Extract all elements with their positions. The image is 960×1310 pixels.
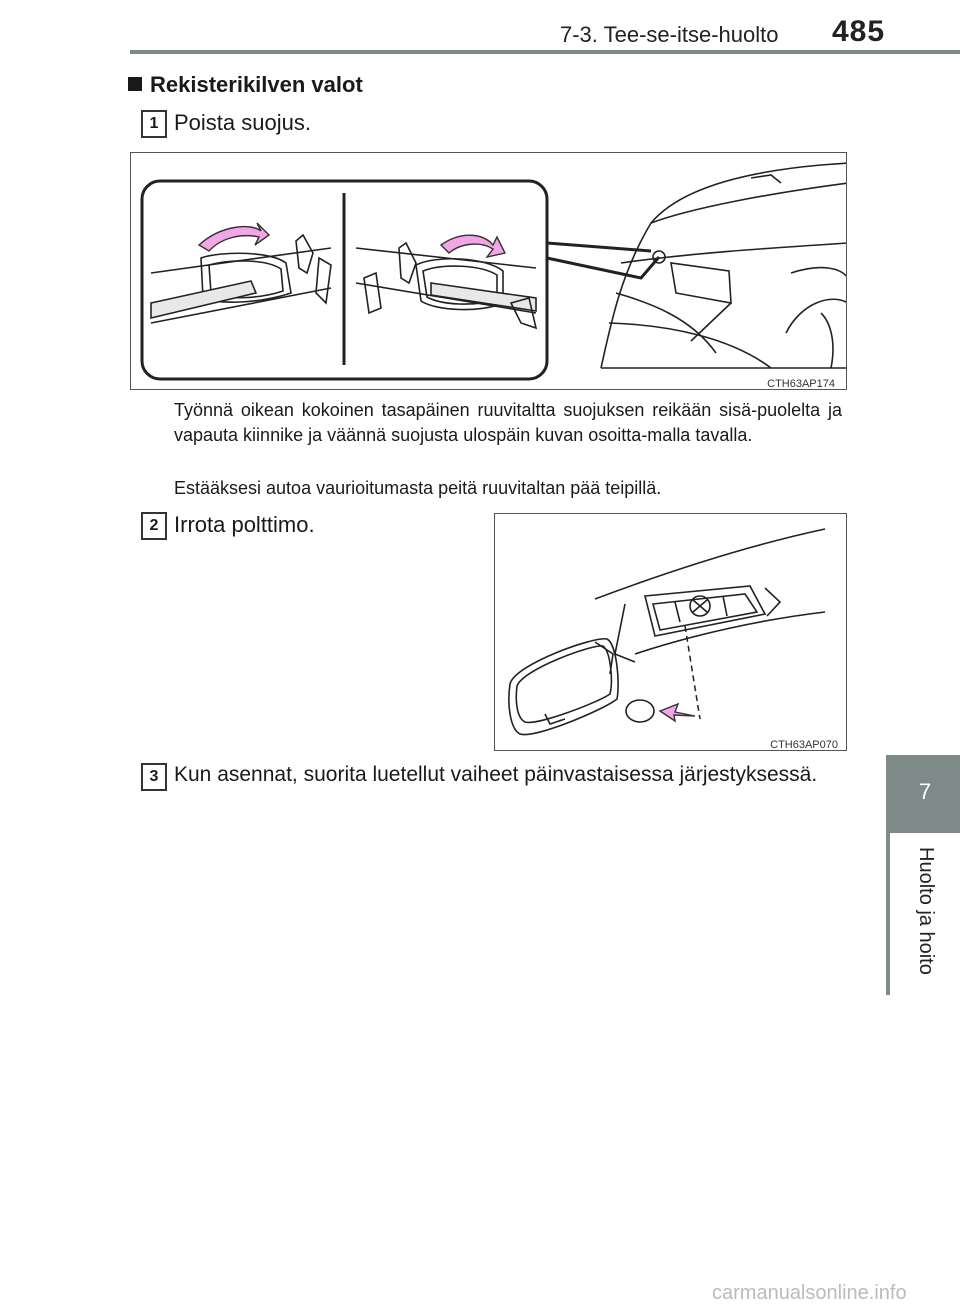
bulb-removal-illustration xyxy=(495,514,847,751)
section-title xyxy=(128,72,363,98)
section-header: 7-3. Tee-se-itse-huolto xyxy=(560,22,779,47)
watermark: carmanualsonline.info xyxy=(712,1282,907,1304)
step-2-badge: 2 xyxy=(141,512,167,540)
chapter-title-tab xyxy=(890,833,960,993)
step-3-text: Kun asennat, suorita luetellut vaiheet päinvastaisessa järjestyksessä. xyxy=(174,763,818,786)
section-title-text: Rekisterikilven valot xyxy=(150,72,363,97)
header-divider xyxy=(130,50,960,54)
figure-remove-cover xyxy=(130,152,847,390)
step-1-note-1: Työnnä oikean kokoinen tasapäinen ruuvitaltta suojuksen reikään sisä-puolelta ja vapauta kiinnike ja väännä suojusta ulospäin kuvan osoitta-malla tavalla. xyxy=(174,400,842,445)
pull-arrow-icon xyxy=(660,704,695,721)
step-1-note-2: Estääksesi autoa vaurioitumasta peitä ruuvitaltan pää teipillä. xyxy=(174,478,662,498)
page-number: 485 xyxy=(832,15,886,48)
figure-1-code: CTH63AP174 xyxy=(767,378,835,390)
chapter-title: Huolto ja hoito xyxy=(915,847,937,975)
step-3-badge: 3 xyxy=(141,763,167,791)
figure-remove-bulb xyxy=(494,513,847,751)
square-bullet-icon xyxy=(128,77,142,91)
cover-removal-illustration xyxy=(131,153,847,390)
bulb-icon xyxy=(626,700,654,722)
chapter-number: 7 xyxy=(918,779,932,804)
step-1-text: Poista suojus. xyxy=(174,110,311,135)
chapter-tab[interactable] xyxy=(890,755,960,833)
step-1-badge: 1 xyxy=(141,110,167,138)
figure-2-code: CTH63AP070 xyxy=(770,739,838,751)
step-2-text: Irrota polttimo. xyxy=(174,512,315,537)
